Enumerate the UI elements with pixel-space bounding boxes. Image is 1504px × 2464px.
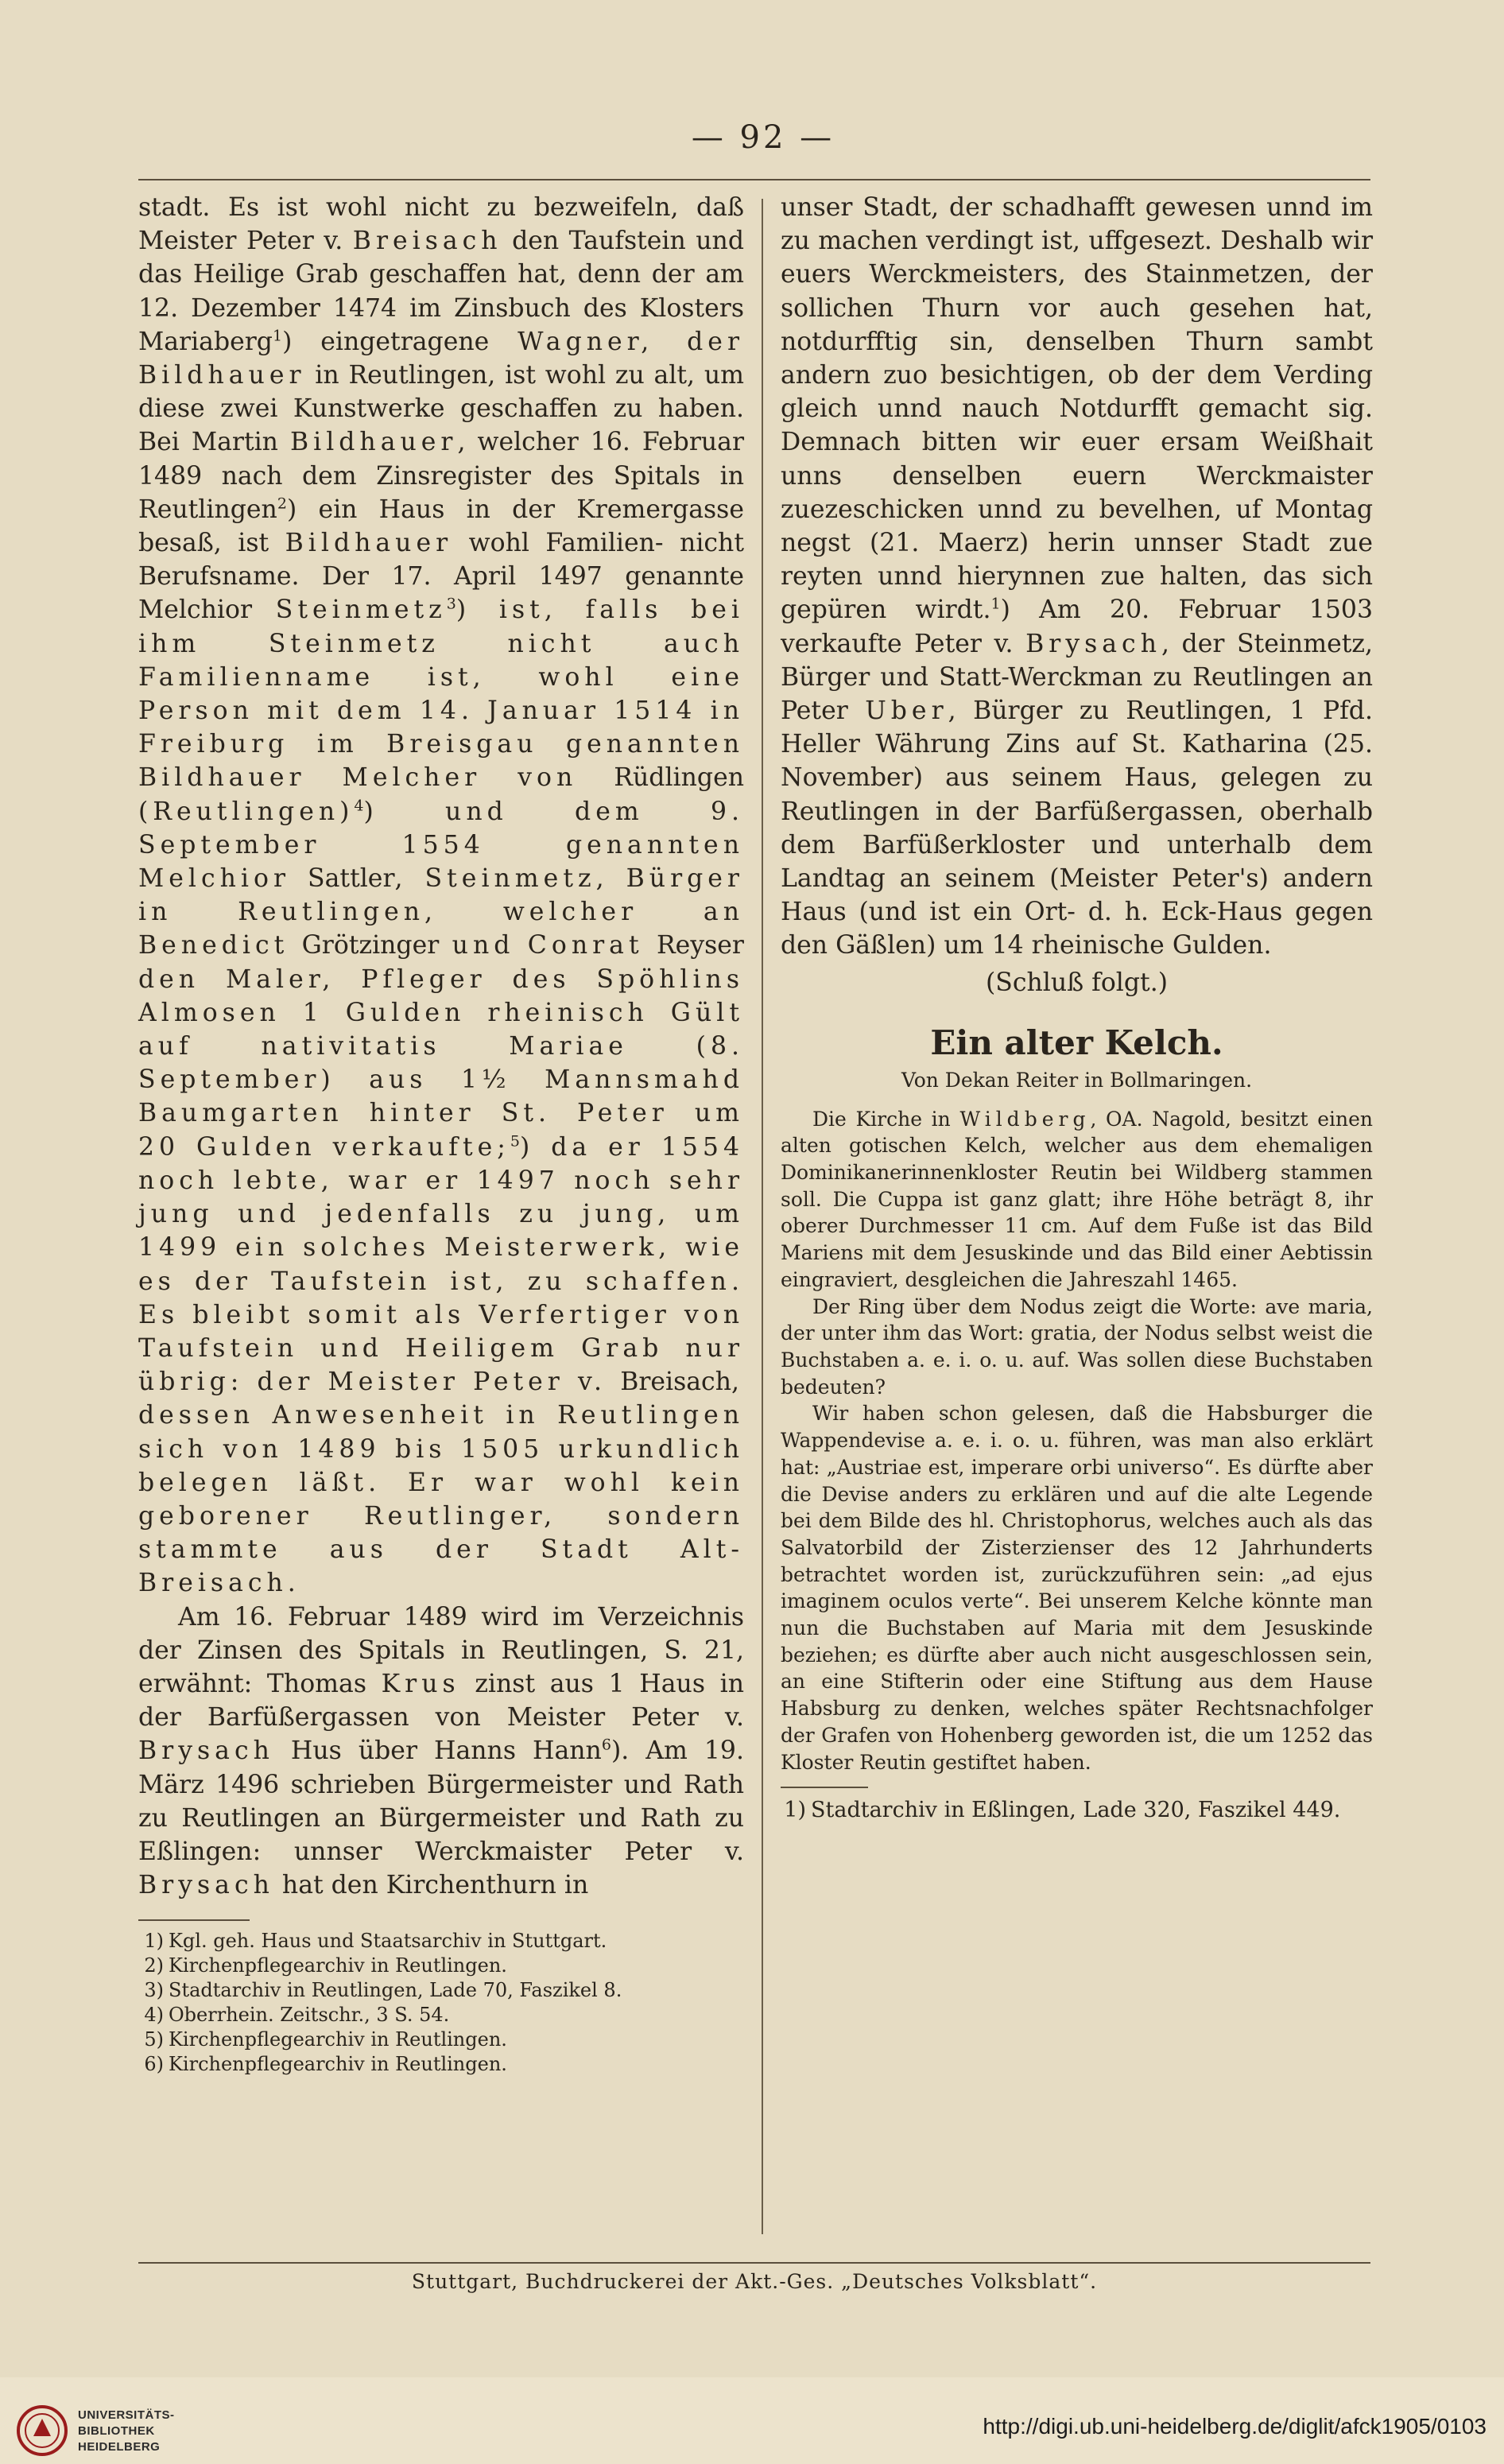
spaced-name: Wagner, der Bildhauer [138,327,745,390]
text-run: ) Am 20. Februar 1503 verkaufte Peter v. [781,596,1373,658]
spaced-name: ) da er 1554 noch lebte, war er 1497 noch sehr jung und jedenfalls zu jung, um 1499 ein solches Meisterwerk, wie es der Taufstein ist, zu schaffen. Es bleibt somit als Verfertiger von Taufstein und Heiligem Grab nur übrig: der Meister Peter v. [138,1132,744,1397]
text-run: ). Am 19. März 1496 schrieben Bürgermeister und Rath zu Reutlingen an Bürgermeister und Rath zu Eßlingen: unnser Werckmaister Peter v. [138,1736,744,1866]
footnote-ref: 3 [446,595,456,613]
spaced-name: Brysach [1025,629,1161,658]
footnote-number: 5) [144,2028,164,2051]
spaced-name: Wildberg [959,1107,1091,1131]
text-run: Reyser [656,931,744,960]
footnote [138,1954,744,1978]
body-paragraph [138,191,744,1601]
right-body-paragraph [781,191,1373,963]
article-title: Ein alter Kelch. [930,1022,1223,1062]
spaced-name: ) und dem 9. September 1554 genannten Melchior [138,797,744,894]
footnote [138,2003,744,2027]
footnote-text: Stadtarchiv in Reutlingen, Lade 70, Faszikel 8. [169,1979,622,2002]
spaced-name: ) ist, falls bei ihm Steinmetz nicht auch Familienname ist, wohl eine Person mit dem 14. Januar 1514 in Freiburg im Breisgau genannten Bildhauer Melcher von [138,596,744,793]
text-run: ) eingetragene [282,327,518,356]
text-run: Breisach [620,1368,731,1397]
conclusion-note: (Schluß folgt.) [985,968,1169,997]
footnote-ref: 5 [510,1132,520,1151]
body-paragraph [138,1601,744,1903]
text-run: Wir haben schon gelesen, daß die Habsburger die Wappendevise a. e. i. o. u. führen, was man also erklärt hat: „Austriae est, imperare orbi universo“. Es dürfte aber die Devise anders zu erklären und auf die alte Legende bei dem Bilde des hl. Christophorus, welches auch als das Salvatorbild der Zisterzienser des 12 Jahrhunderts betrachtet worden ist, zurückzuführen sein: „ad ejus imaginem oculos verte“. Bei unserem Kelche könnte man nun die Buchstaben auf Maria mit dem Jesuskinde beziehen; es dürfte aber auch nicht ausgeschlossen sein, an eine Stifterin oder eine Stiftung aus dem Hause Habsburg zu denken, welches später Rechtsnachfolger der Grafen von Hohenberg geworden ist, die um 1252 das Kloster Reutin gestiftet haben. [781,1402,1373,1774]
text-run: Grötzinger [301,931,440,960]
text-run: unser Stadt, der schadhafft gewesen unnd im zu machen verdingt ist, uffgesezt. Deshalb wir euers Werckmeisters, des Stainmetzen, der sollichen Thurn vor auch gesehen hat, notdurfftig sin, denselben Thurn sambt andern zuo besichtigen, ob der dem Verding gleich unnd nauch Notdurfft gemacht sig. Demnach bitten wir euer ersam Weißhait unns denselben euern Werckmaister zuezeschicken unnd zu bevelhen, uf Montag negst (21. Maerz) herin unnser Stadt zue reyten unnd hierynnen zue halten, das sich gepüren wirdt. [781,193,1373,625]
right-footnote-separator [781,1787,868,1788]
source-url-link[interactable]: http://digi.ub.uni-heidelberg.de/diglit/afck1905/0103 [983,2414,1487,2439]
text-run: wohl Familien- nicht Berufsname. Der 17. April 1497 genannte Melchior [138,529,744,625]
footnote-number: 6) [144,2053,164,2076]
text-run: , OA. Nagold, besitzt einen alten gotischen Kelch, welcher aus dem ehemaligen Dominikanerinnenkloster Reutin bei Wildberg stammen soll. Die Cuppa ist ganz glatt; ihre Höhe beträgt 8, ihr oberer Durchmesser 11 cm. Auf dem Fuße ist das Bild Mariens mit dem Jesuskinde und das Bild einer Aebtissin eingraviert, desgleichen die Jahreszahl 1465. [781,1107,1373,1291]
left-column [138,191,744,2077]
text-run: Die Kirche in [812,1107,960,1131]
footnote-text: Stadtarchiv in Eßlingen, Lade 320, Faszikel 449. [811,1798,1341,1823]
spaced-name: Brysach [138,1871,274,1900]
spaced-name: Bildhauer [285,529,453,558]
spaced-name: Steinmetz [275,596,447,625]
footnote-text: Oberrhein. Zeitschr., 3 S. 54. [169,2004,450,2027]
text-run: Hus über Hanns Hann [273,1736,602,1766]
left-body [138,191,744,1902]
footnote-separator [138,1919,250,1921]
text-run: ) ein Haus in der Kremergasse besaß, ist [138,495,744,558]
spaced-name: Krus [381,1669,460,1698]
footnote-ref: 1 [272,327,283,345]
spaced-name: (Reutlingen) [138,797,355,826]
text-run: hat den Kirchenthurn in [273,1871,589,1900]
article-paragraph [781,1294,1373,1401]
footnote-number: 3) [144,1979,164,2002]
text-run: den Taufstein und das Heilige Grab geschaffen hat, denn der am 12. Dezember 1474 im Zinsbuch des Klosters Mariaberg [138,227,744,356]
footnote-text: Kgl. geh. Haus und Staatsarchiv in Stuttgart. [169,1930,607,1953]
footnote [138,2052,744,2077]
university-seal-icon [16,2404,68,2457]
spaced-name: Uber [865,697,948,726]
spaced-name: Brysach [138,1736,274,1766]
right-footnote [781,1796,1373,1825]
article-author: Von Dekan Reiter in Bollmaringen. [901,1068,1253,1092]
article-body [781,1106,1373,1776]
text-run: Der Ring über dem Nodus zeigt die Worte: ave maria, der unter ihm das Wort: gratia, der Nodus selbst weist die Buchstaben a. e. i. o. u. auf. Was sollen diese Buchstaben bedeuten? [781,1294,1373,1399]
footnote-ref: 1 [990,595,1001,613]
spaced-name: und Conrat [439,931,657,960]
footnote [138,1929,744,1954]
column-divider [762,199,763,2234]
footnote-ref: 4 [354,797,364,815]
article-paragraph [781,1400,1373,1775]
printer-imprint: Stuttgart, Buchdruckerei der Akt.-Ges. „Deutsches Volksblatt“. [411,2270,1098,2293]
footnote-ref: 6 [601,1736,611,1754]
text-run: , der Steinmetz, Bürger und Statt-Werckman zu Reutlingen an Peter [781,629,1373,726]
page-number: — 92 — [691,119,835,156]
library-logo[interactable] [16,2401,175,2457]
text-run: , Bürger zu Reutlingen, 1 Pfd. Heller Währung Zins auf St. Katharina (25. November) aus seinem Haus, gelegen zu Reutlingen in der Barfüßergassen, oberhalb dem Barfüßerkloster und unterhalb dem Landtag an seinem (Meister Peter's) andern Haus (und ist ein Ort- d. h. Eck-Haus gegen den Gäßlen) um 14 rheinische Gulden. [781,697,1373,960]
article-paragraph [781,1106,1373,1294]
footnote [138,2027,744,2052]
footnote-number: 1) [784,1798,806,1823]
footnote-text: Kirchenpflegearchiv in Reutlingen. [169,1954,507,1977]
text-run: stadt. Es ist wohl nicht zu bezweifeln, daß Meister Peter v. [138,193,744,256]
library-name-line-3: HEIDELBERG [78,2440,161,2454]
spaced-name: Breisach [352,227,502,256]
text-run: , welcher 16. Februar 1489 nach dem Zinsregister des Spitals in Reutlingen [138,428,744,524]
text-run: in Reutlingen, ist wohl zu alt, um diese zwei Kunstwerke geschaffen zu haben. Bei Martin [138,361,744,457]
left-footnotes [138,1929,744,2077]
text-run: Rüdlingen [614,763,744,793]
spaced-name: , Steinmetz, Bürger in Reutlingen, welcher an Benedict [138,864,744,960]
spaced-name: , dessen Anwesenheit in Reutlingen sich von 1489 bis 1505 urkundlich belegen läßt. Er war wohl kein geborener Reutlinger, sondern stammte aus der Stadt Alt-Breisach. [138,1368,744,1598]
spaced-name: den Maler, Pfleger des Spöhlins Almosen 1 Gulden rheinisch Gült auf nativitatis Mariae (8. September) aus 1½ Mannsmahd Baumgarten hinter St. Peter um 20 Gulden verkaufte; [138,964,744,1162]
text-run: Sattler [308,864,395,894]
library-name-line-1: UNIVERSITÄTS- [78,2408,175,2422]
library-name-line-2: BIBLIOTHEK [78,2424,155,2438]
footnote-text: Kirchenpflegearchiv in Reutlingen. [169,2028,507,2051]
right-column [781,191,1373,1825]
footnote-number: 4) [144,2004,164,2027]
footnote [138,1978,744,2003]
text-run: Am 16. Februar 1489 wird im Verzeichnis der Zinsen des Spitals in Reutlingen, S. 21, erwähnt: Thomas [138,1602,744,1698]
footnote-number: 1) [144,1930,164,1953]
text-run: zinst aus 1 Haus in der Barfüßergassen von Meister Peter v. [138,1669,744,1733]
footnote-ref: 2 [277,495,287,513]
footnote-text: Kirchenpflegearchiv in Reutlingen. [169,2053,507,2076]
header-rule [138,179,1370,180]
library-name [78,2408,175,2455]
footnote-number: 2) [144,1954,164,1977]
spaced-name: Bildhauer [289,428,458,457]
footer-rule [138,2262,1370,2264]
